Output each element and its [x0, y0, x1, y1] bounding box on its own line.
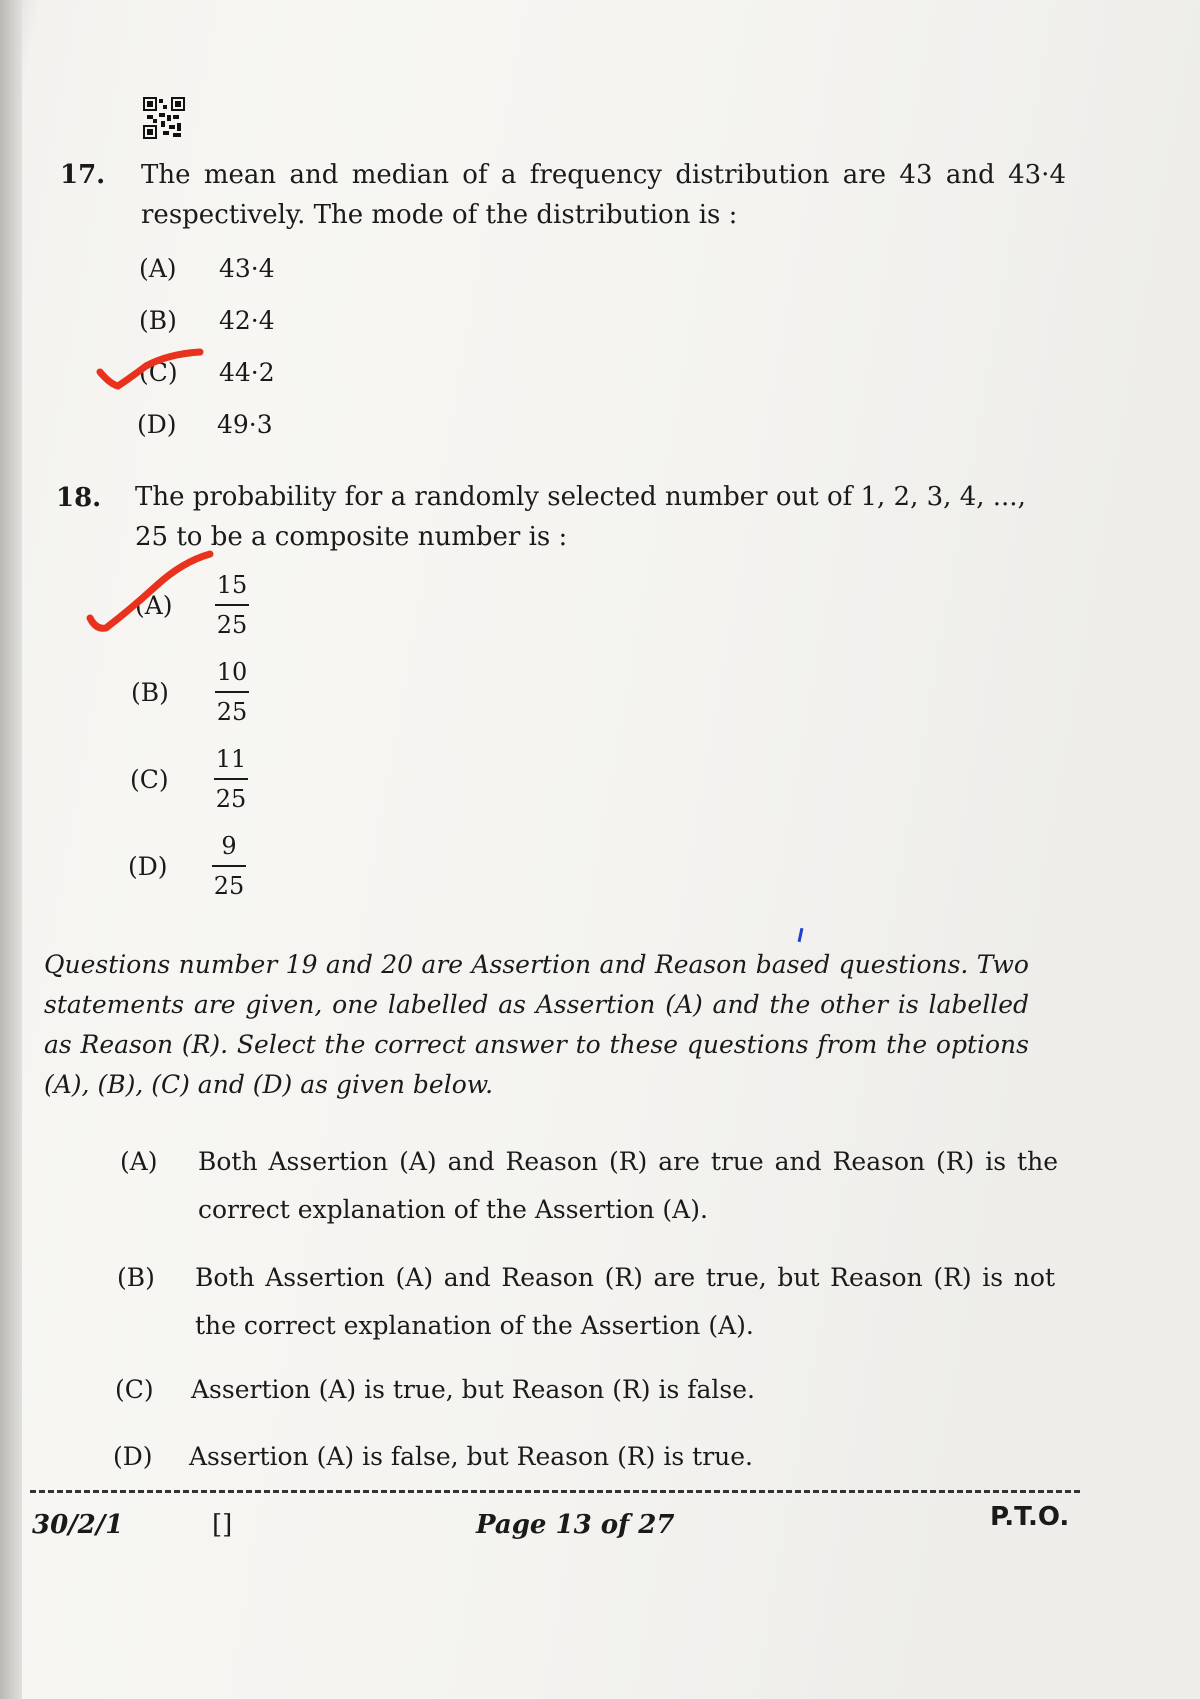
option-text: Both Assertion (A) and Reason (R) are true and Reason (R) is the correct explanation of the Assertion (A).: [198, 1147, 1058, 1224]
question-18-number: 18.: [56, 483, 102, 513]
q18-option-d: [128, 829, 246, 903]
option-label: (D): [137, 410, 177, 439]
q17-option-d: [137, 410, 273, 439]
ar-option-a: [120, 1138, 1060, 1238]
option-label: (D): [113, 1442, 153, 1471]
question-17-number: 17.: [60, 160, 106, 190]
numerator: 9: [221, 832, 237, 860]
fraction: [214, 742, 248, 816]
option-label: (C): [115, 1375, 154, 1404]
numerator: 15: [216, 571, 248, 599]
option-value: 43·4: [219, 254, 275, 283]
option-label: (C): [139, 358, 178, 387]
option-label: (A): [135, 590, 173, 620]
numerator: 10: [216, 658, 248, 686]
denominator: 25: [215, 785, 247, 813]
option-text: Both Assertion (A) and Reason (R) are true, but Reason (R) is not the correct explanation of the Assertion (A).: [195, 1263, 1055, 1340]
option-label: (C): [130, 764, 169, 794]
option-text: Assertion (A) is true, but Reason (R) is false.: [191, 1375, 755, 1404]
option-label: (A): [120, 1147, 158, 1176]
q17-option-a: [139, 254, 275, 283]
option-text: Assertion (A) is false, but Reason (R) is true.: [189, 1442, 753, 1471]
option-value: 42·4: [219, 306, 275, 335]
red-tick-mark-icon: [96, 348, 206, 390]
page-number: Page 13 of 27: [476, 1510, 675, 1540]
question-17-text: The mean and median of a frequency distribution are 43 and 43·4 respectively. The mode of the distribution is :: [141, 160, 1066, 230]
footer-bracket: []: [212, 1510, 233, 1540]
red-tick-mark-icon: [86, 548, 216, 638]
pto-label: P.T.O.: [990, 1502, 1070, 1532]
footer-divider: [30, 1490, 1080, 1493]
denominator: 25: [216, 698, 248, 726]
option-value: 44·2: [219, 358, 275, 387]
question-18-text: The probability for a randomly selected number out of 1, 2, 3, 4, ..., 25 to be a composite number is :: [135, 482, 1026, 552]
page-edge-shadow: [0, 0, 22, 1699]
paper-code: 30/2/1: [32, 1510, 124, 1540]
fraction: [212, 829, 246, 903]
option-label: (A): [139, 254, 177, 283]
ar-option-c: [115, 1366, 1055, 1416]
option-label: (B): [117, 1263, 155, 1292]
q18-option-c: [130, 742, 248, 816]
q18-option-b: [131, 655, 249, 729]
ar-option-d: [113, 1433, 1053, 1483]
option-label: (B): [131, 677, 169, 707]
ar-option-b: [117, 1254, 1057, 1354]
fraction: [215, 655, 249, 729]
fraction: [215, 568, 249, 642]
assertion-reason-instructions: Questions number 19 and 20 are Assertion and Reason based questions. Two statements are given, one labelled as Assertion (A) and the other is labelled as Reason (R). Select the correct answer to these questions from the options (A), (B), (C) and (D) as given below.: [44, 950, 1029, 1099]
q17-option-b: [139, 306, 275, 335]
qr-code-icon: [143, 97, 185, 139]
option-value: 49·3: [217, 410, 273, 439]
denominator: 25: [213, 872, 245, 900]
option-label: (D): [128, 851, 168, 881]
option-label: (B): [139, 306, 177, 335]
numerator: 11: [215, 745, 247, 773]
denominator: 25: [216, 611, 248, 639]
